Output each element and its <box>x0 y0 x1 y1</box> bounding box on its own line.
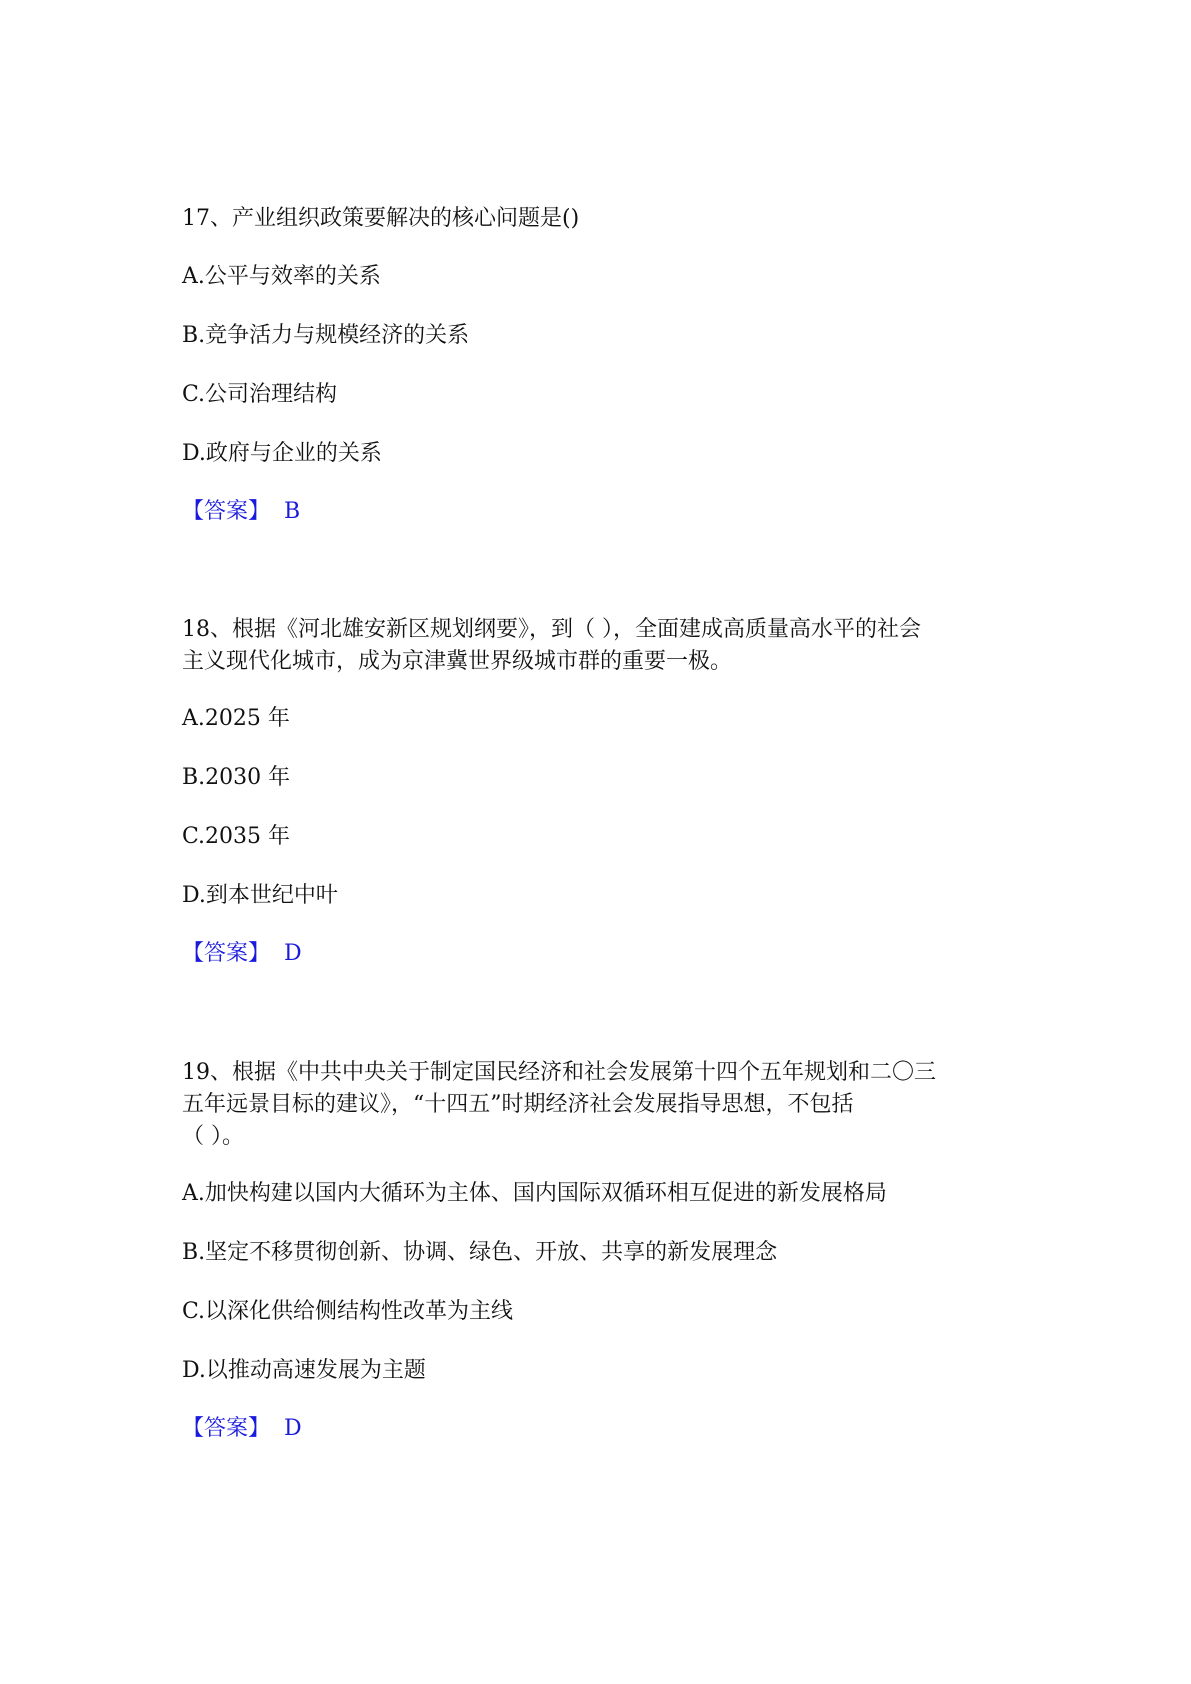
answer-value: D <box>284 1416 302 1441</box>
question-18-option-c: C.2035 年 <box>182 824 291 849</box>
answer-value: B <box>284 499 301 524</box>
question-19-answer <box>182 1414 302 1444</box>
question-19-stem-line-3: （ ）。 <box>182 1124 244 1149</box>
question-19-option-b: B.坚定不移贯彻创新、协调、绿色、开放、共享的新发展理念 <box>182 1240 778 1265</box>
question-18-option-a: A.2025 年 <box>182 706 290 731</box>
answer-label: 【答案】 <box>182 941 271 966</box>
question-17-option-d: D.政府与企业的关系 <box>182 441 382 466</box>
question-17-option-a: A.公平与效率的关系 <box>182 264 381 289</box>
question-18-option-b: B.2030 年 <box>182 765 291 790</box>
question-19-option-d: D.以推动高速发展为主题 <box>182 1358 426 1383</box>
question-19-stem-line-2: 五年远景目标的建议》，“十四五”时期经济社会发展指导思想，不包括 <box>182 1092 854 1117</box>
question-18-answer <box>182 939 302 969</box>
question-18-stem-line-2: 主义现代化城市，成为京津冀世界级城市群的重要一极。 <box>182 649 733 674</box>
question-18-option-d: D.到本世纪中叶 <box>182 883 338 908</box>
answer-value: D <box>284 941 302 966</box>
question-17-option-c: C.公司治理结构 <box>182 382 338 407</box>
answer-label: 【答案】 <box>182 1416 271 1441</box>
question-19-option-c: C.以深化供给侧结构性改革为主线 <box>182 1299 514 1324</box>
question-18-stem-line-1: 18、根据《河北雄安新区规划纲要》，到（ ），全面建成高质量高水平的社会 <box>182 617 921 642</box>
question-17-option-b: B.竞争活力与规模经济的关系 <box>182 323 470 348</box>
question-19-stem-line-1: 19、根据《中共中央关于制定国民经济和社会发展第十四个五年规划和二〇三 <box>182 1060 936 1085</box>
question-17-stem: 17、产业组织政策要解决的核心问题是() <box>182 206 580 231</box>
answer-label: 【答案】 <box>182 499 271 524</box>
question-19-option-a: A.加快构建以国内大循环为主体、国内国际双循环相互促进的新发展格局 <box>182 1181 887 1206</box>
question-17-answer <box>182 497 300 527</box>
